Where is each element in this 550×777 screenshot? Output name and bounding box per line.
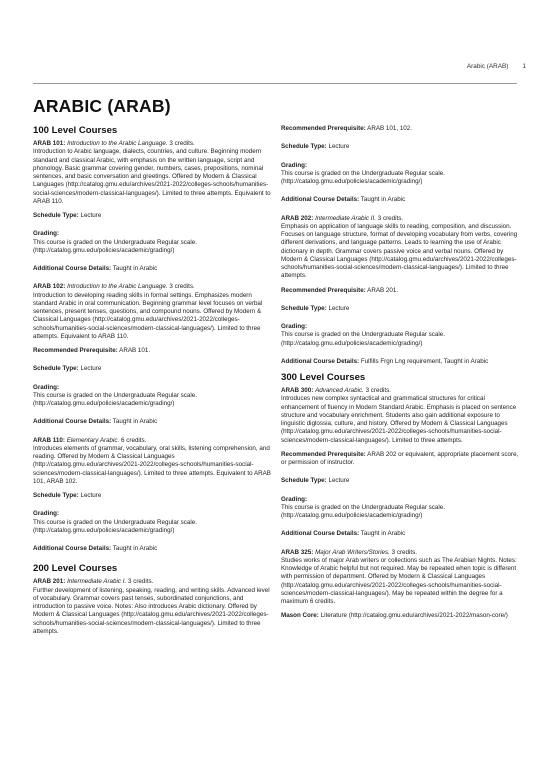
course-name: Advanced Arabic. (315, 387, 364, 395)
course-code: ARAB 110: (33, 436, 65, 444)
course-arab-201 (33, 578, 276, 636)
schedule-type: Schedule Type: Lecture (33, 212, 102, 220)
course-code: ARAB 101: (33, 140, 66, 148)
course-details: Additional Course Details: Taught in Arabic (33, 265, 158, 273)
course-credits: 3 credits. (127, 578, 154, 586)
course-description: Introduces new complex syntactical and grammatical structures for critical enhancement of fluency in Modern Standard Arabic. Emphasis is placed on sentence structure and vocabulary enrichment. Students also gain additional exposure to linguistic diglossia, culture, and history. Offered by Modern & Classical Languages (http://catalog.gmu.edu/archives/2021-2022/colleges-schools/humanities-social-sciences/modern-classical-languages/). Limited to three attempts. (281, 395, 517, 444)
course-arab-202 (281, 215, 524, 281)
course-arab-102 (33, 283, 276, 341)
running-header (467, 63, 526, 70)
course-arab-110 (33, 437, 276, 487)
course-name: Intermediate Arabic I. (67, 578, 127, 586)
right-column (281, 125, 524, 631)
course-arab-300 (281, 387, 524, 445)
course-code: ARAB 201: (33, 578, 66, 586)
recommended-prerequisite: Recommended Prerequisite: ARAB 101, 102. (281, 125, 412, 132)
section-heading-100: 100 Level Courses (33, 125, 118, 136)
recommended-prerequisite: Recommended Prerequisite: ARAB 202 or equivalent, appropriate placement score, or permission of instructor. (281, 450, 519, 467)
course-credits: 3 credits. (391, 548, 417, 556)
page-number: 1 (522, 63, 526, 70)
course-details: Additional Course Details: Taught in Arabic (33, 418, 158, 426)
grading: Grading: This course is graded on the Undergraduate Regular scale. (http://catalog.gmu.edu/policies/academic/grading/) (33, 510, 197, 534)
mason-core: Mason Core: Literature (http://catalog.gmu.edu/archives/2021-2022/mason-core/) (281, 612, 508, 620)
course-arab-101 (33, 140, 276, 206)
grading: Grading: This course is graded on the Undergraduate Regular scale. (http://catalog.gmu.edu/policies/academic/grading/) (33, 383, 197, 408)
course-credits: 6 credits. (121, 436, 147, 444)
course-details: Additional Course Details: Taught in Arabic (281, 196, 406, 204)
course-details: Additional Course Details: Taught in Arabic (33, 545, 158, 553)
course-name: Elementary Arabic. (66, 436, 120, 444)
course-name: Major Arab Writers/Stories. (315, 548, 390, 556)
page-title: ARABIC (ARAB) (33, 96, 171, 116)
grading: Grading: This course is graded on the Undergraduate Regular scale. (http://catalog.gmu.edu/policies/academic/grading/) (33, 230, 197, 254)
course-description: Studies works of major Arab writers or collections such as The Arabian Nights. Notes: Knowledge of Arabic helpful but not required. May be repeated when topic is different with permission of department. Offered by Modern & Classical Languages (http://catalog.gmu.edu/archives/2021-2022/colleges-schools/humanities-social-sciences/modern-classical-languages/). May be repeated within the degree for a maximum 6 credits. (281, 556, 517, 606)
course-credits: 3 credits. (377, 214, 404, 222)
course-name: Intermediate Arabic II. (315, 214, 376, 222)
course-code: ARAB 102: (33, 283, 66, 291)
course-description: Introduces elements of grammar, vocabulary, oral skills, listening comprehension, and reading. Offered by Modern & Classical Languages (http://catalog.gmu.edu/archives/2021-2022/colleges-schools/humanities-social-sciences/modern-classical-languages/). Limited to three attempts. Equivalent to ARAB 101, ARAB 102. (33, 444, 271, 485)
course-arab-325 (281, 549, 524, 607)
left-column (33, 125, 276, 642)
schedule-type: Schedule Type: Lecture (281, 143, 350, 151)
course-description: Introduction to Arabic language, dialects, countries, and culture. Beginning modern standard and classical Arabic, with emphasis on the written language, script and phonology. Basic grammar covering gender, numbers, cases, prepositions, nominal sentences, and basic conversation and greetings. Offered by Modern & Classical Languages (http://catalog.gmu.edu/archives/2021-2022/colleges-schools/humanities-social-sciences/modern-classical-languages/). Limited to three attempts. Equivalent to ARAB 110. (33, 148, 271, 205)
course-credits: 3 credits. (169, 140, 195, 148)
grading: Grading: This course is graded on the Undergraduate Regular scale. (http://catalog.gmu.edu/policies/academic/grading/) (281, 161, 445, 185)
course-credits: 3 credits. (365, 387, 391, 395)
course-code: ARAB 202: (281, 214, 314, 222)
course-details: Additional Course Details: Taught in Arabic (281, 530, 406, 538)
course-description: Emphasis on application of language skills to reading, composition, and discussion. Focuses on language structure, format of developing vocabulary from verbs, covering different derivations, and language patterns. Leads to learning the use of Arabic dictionary in depth. Grammar covers passive voice and verbal nouns. Offered by Modern & Classical Languages (http://catalog.gmu.edu/archives/2021-2022/colleges-schools/humanities-social-sciences/modern-classical-languages/). Limited to three attempts. (281, 222, 518, 280)
course-details: Additional Course Details: Fulfills Frgn Lng requirement, Taught in Arabic (281, 357, 489, 365)
header-rule (33, 83, 517, 84)
course-credits: 3 credits. (169, 283, 195, 291)
course-description: Introduction to developing reading skills in formal settings. Emphasizes modern standard Arabic in oral communication. Beginning grammar level focuses on verbal sentences, present tenses, questions, and compound nouns. Offered by Modern & Classical Languages (http://catalog.gmu.edu/archives/2021-2022/colleges-schools/humanities-social-sciences/modern-classical-languages/). Limited to three attempts. Equivalent to ARAB 110. (33, 291, 263, 340)
schedule-type: Schedule Type: Lecture (33, 365, 102, 373)
recommended-prerequisite: Recommended Prerequisite: ARAB 201. (281, 286, 399, 294)
section-heading-200: 200 Level Courses (33, 563, 118, 575)
grading: Grading: This course is graded on the Undergraduate Regular scale. (http://catalog.gmu.edu/policies/academic/grading/) (281, 323, 445, 347)
recommended-prerequisite: Recommended Prerequisite: ARAB 101. (33, 347, 151, 355)
section-heading-300: 300 Level Courses (281, 372, 366, 383)
schedule-type: Schedule Type: Lecture (33, 492, 102, 500)
schedule-type: Schedule Type: Lecture (281, 304, 350, 312)
course-name: Introduction to the Arabic Language. (67, 283, 168, 291)
course-code: ARAB 325: (281, 548, 314, 556)
course-code: ARAB 300: (281, 387, 314, 395)
running-title: Arabic (ARAB) (466, 63, 509, 70)
course-name: Introduction to the Arabic Language. (67, 140, 168, 148)
course-description: Further development of listening, speaking, reading, and writing skills. Advanced level of vocabulary. Grammar covers past tenses, subordinated conjunctions, and introduction to passive voice. Notes: Also introduces Arabic dictionary. Offered by Modern & Classical Languages (http://catalog.gmu.edu/archives/2021-2022/colleges-schools/humanities-social-sciences/modern-classical-languages/). Limited to three attempts. (33, 586, 270, 635)
grading: Grading: This course is graded on the Undergraduate Regular scale. (http://catalog.gmu.edu/policies/academic/grading/) (281, 495, 445, 520)
schedule-type: Schedule Type: Lecture (281, 477, 350, 485)
